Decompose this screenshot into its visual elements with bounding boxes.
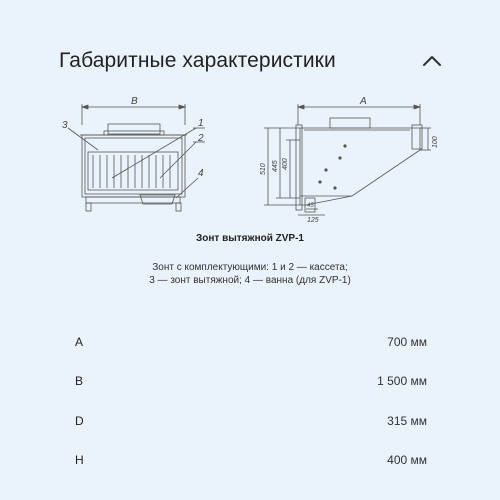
section-title: Габаритные характеристики [59,49,336,72]
spec-value: 700 мм [387,335,427,349]
technical-drawing [0,0,500,235]
description-line-1: Зонт с комплектующими: 1 и 2 — кассета; [152,262,348,273]
spec-value: 400 мм [387,453,427,467]
spec-row-a [75,335,427,351]
spec-label: A [75,335,84,349]
spec-row-b [75,374,427,390]
spec-label: H [75,453,84,467]
description-line-2: 3 — зонт вытяжной; 4 — ванна (для ZVP-1) [149,275,351,286]
dim-a-label: A [360,96,367,107]
drawing-description [0,261,500,287]
spec-row-d [75,414,427,430]
spec-value: 1 500 мм [377,374,427,388]
dim-45: 45 [307,203,314,209]
dim-100: 100 [432,136,439,148]
dim-445: 445 [272,160,279,172]
callout-2: 2 [198,133,204,144]
dim-b-label: B [131,96,138,107]
spec-row-h [75,453,427,469]
dim-400: 400 [282,158,289,170]
drawing-caption: Зонт вытяжной ZVP-1 [195,233,304,244]
dim-125: 125 [307,217,319,224]
callout-4: 4 [198,168,204,179]
callout-1: 1 [198,118,204,129]
spec-label: B [75,374,84,388]
spec-label: D [75,414,84,428]
dim-510: 510 [260,163,267,175]
callout-3: 3 [62,120,68,131]
spec-value: 315 мм [387,414,427,428]
